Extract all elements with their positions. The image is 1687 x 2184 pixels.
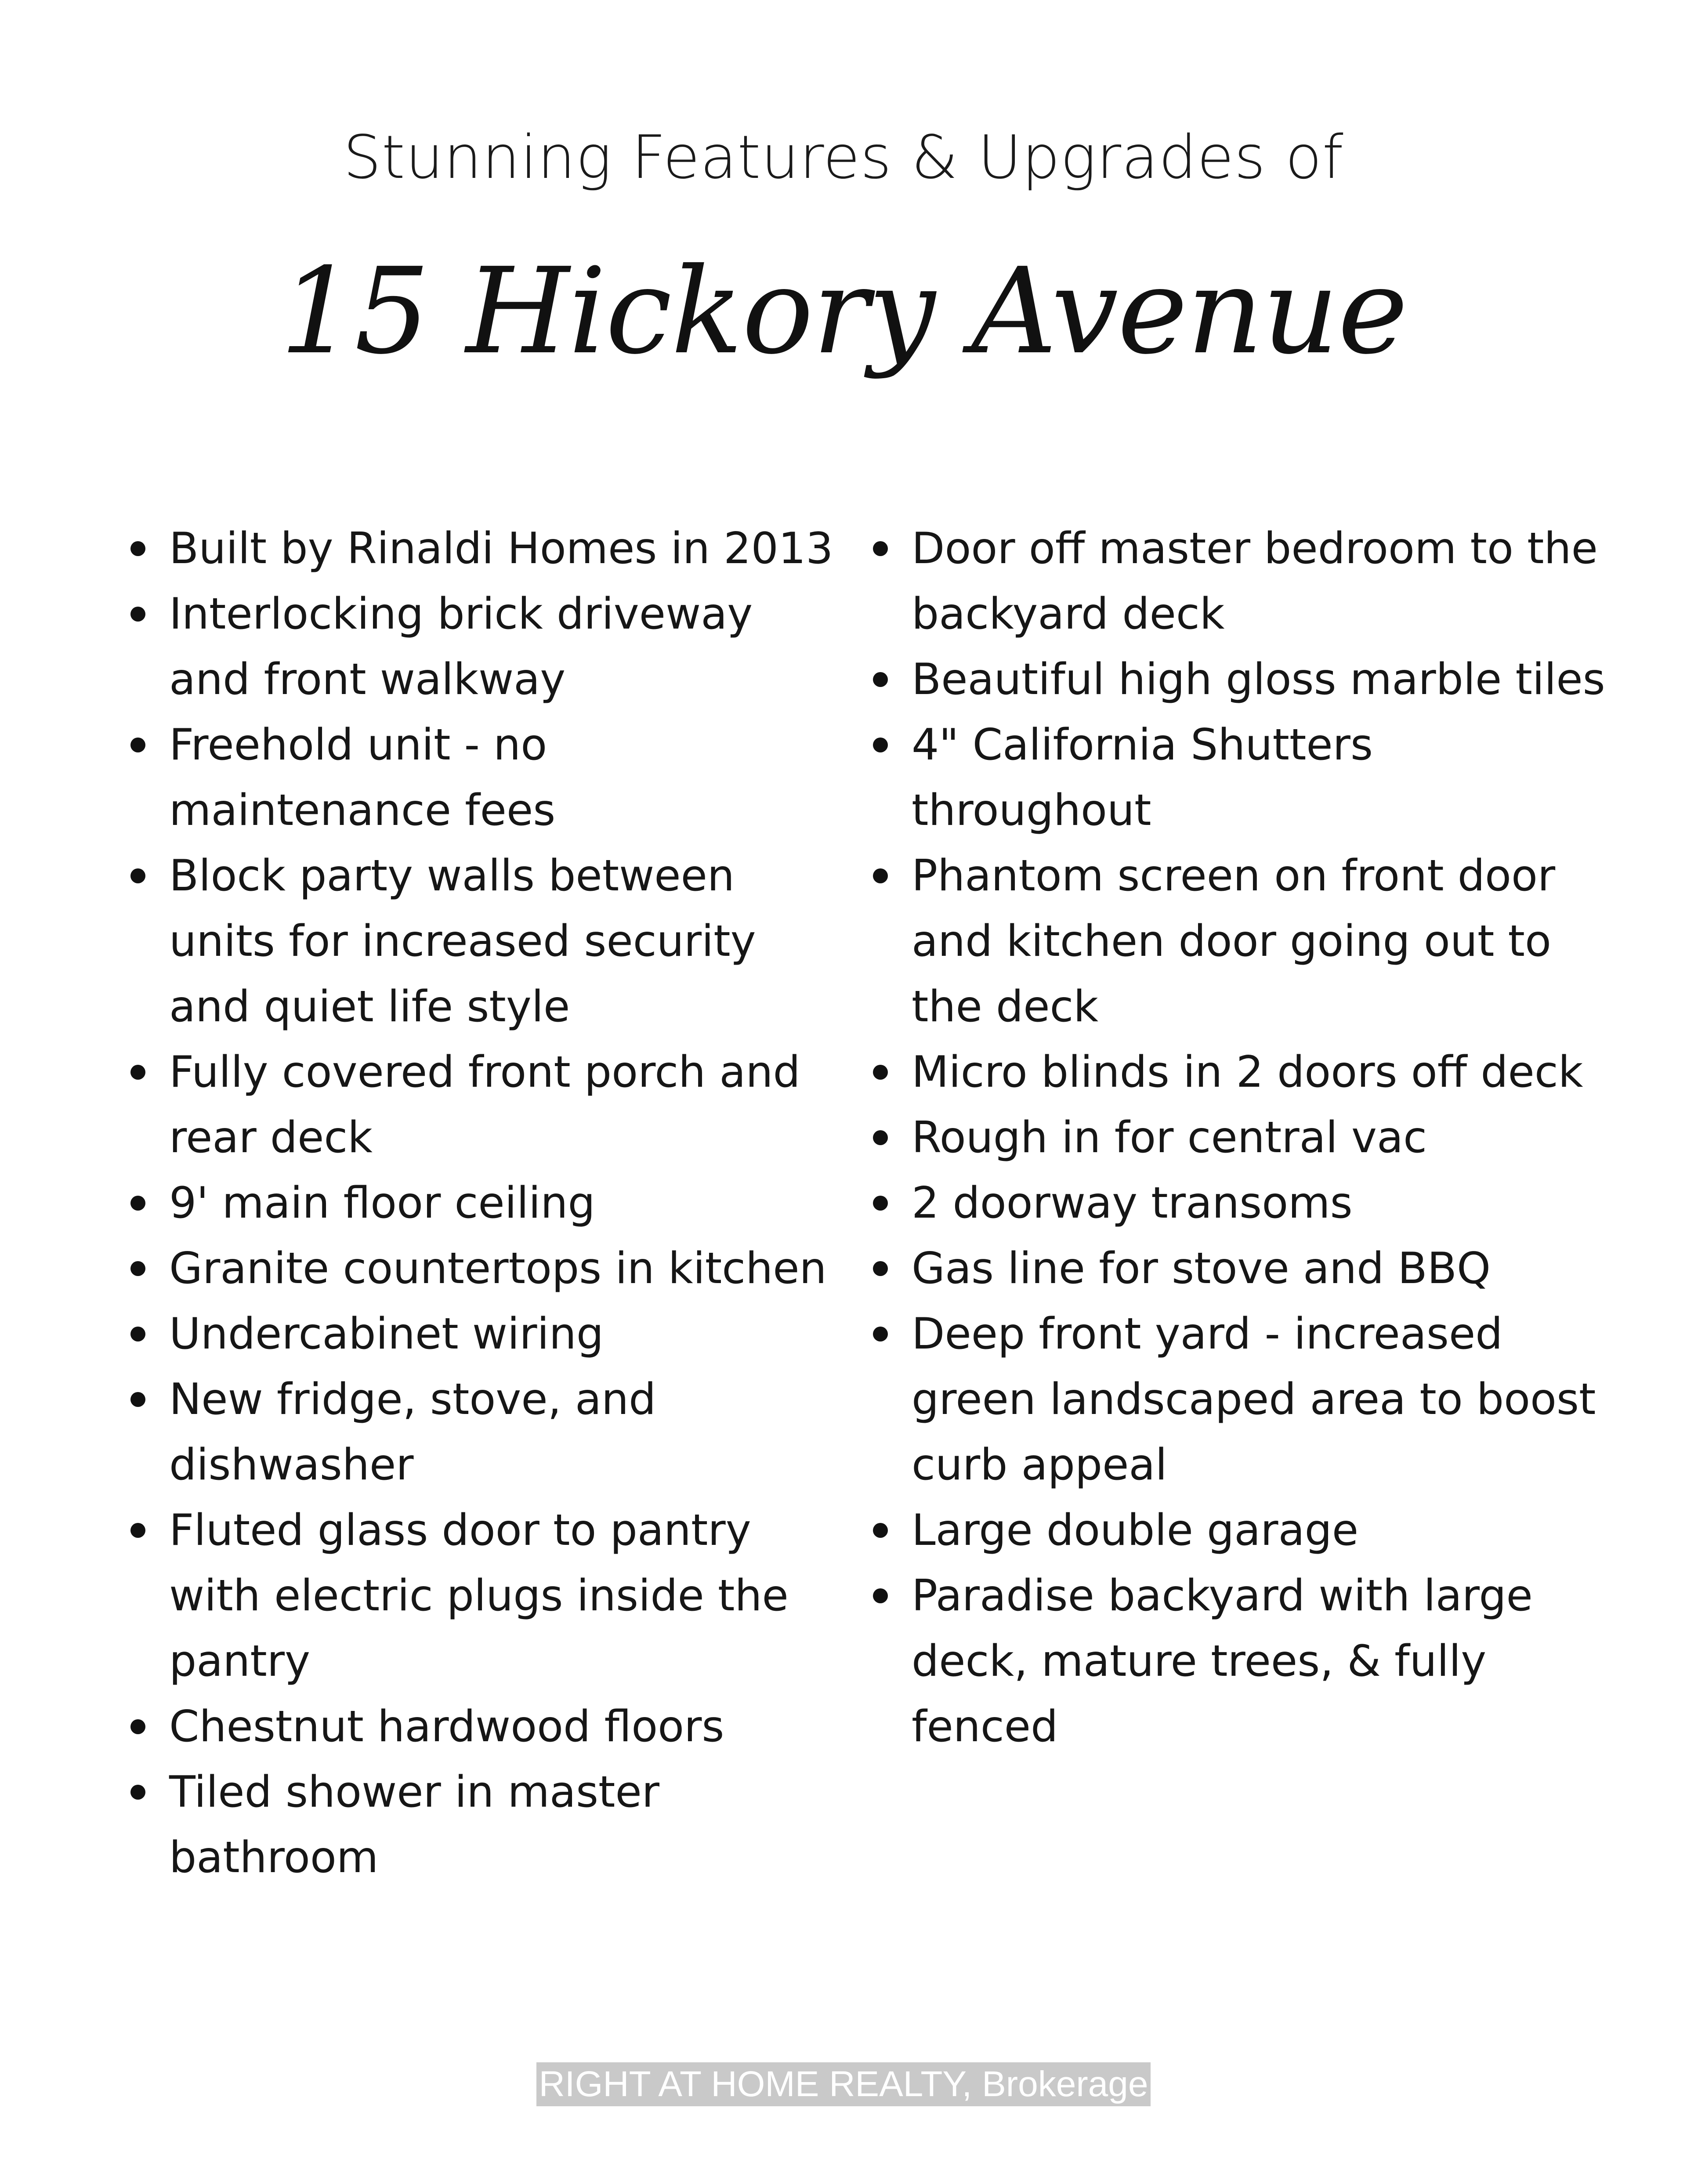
bullet-icon [130,1261,145,1276]
bullet-icon [873,1196,888,1211]
bullet-icon [130,738,145,752]
bullet-icon [873,541,888,556]
list-item: 4" California Shutters throughout [863,712,1610,843]
bullet-icon [873,868,888,883]
list-item: Paradise backyard with large deck, mature trees, & fully fenced [863,1563,1610,1760]
list-item: Phantom screen on front door and kitchen door going out to the deck [863,843,1610,1040]
list-item: Built by Rinaldi Homes in 2013 [121,516,841,582]
list-item: Tiled shower in master bathroom [121,1760,841,1891]
list-item: 2 doorway transoms [863,1171,1610,1236]
features-list-right [863,516,1610,1760]
list-item: Beautiful high gloss marble tiles [863,647,1610,712]
features-list-left [121,516,841,1891]
bullet-icon [873,672,888,687]
bullet-icon [130,541,145,556]
list-item: Undercabinet wiring [121,1302,841,1367]
list-item: Freehold unit - no maintenance fees [121,712,841,843]
bullet-icon [873,1523,888,1538]
list-item: Chestnut hardwood floors [121,1694,841,1760]
property-address: 15 Hickory Avenue [280,242,1407,380]
bullet-icon [130,1523,145,1538]
list-item: Micro blinds in 2 doors off deck [863,1040,1610,1105]
list-item: Deep front yard - increased green landscaped area to boost curb appeal [863,1302,1610,1498]
list-item: Door off master bedroom to the backyard deck [863,516,1610,647]
bullet-icon [873,1327,888,1341]
bullet-icon [130,1392,145,1407]
bullet-icon [873,738,888,752]
bullet-icon [873,1588,888,1603]
list-item: Block party walls between units for increased security and quiet life style [121,843,841,1040]
list-item: Granite countertops in kitchen [121,1236,841,1302]
list-item: Interlocking brick driveway and front walkway [121,582,841,712]
bullet-icon [873,1130,888,1145]
brokerage-watermark [0,2062,1687,2106]
bullet-icon [130,1785,145,1800]
bullet-icon [873,1261,888,1276]
bullet-icon [130,607,145,622]
bullet-icon [130,1327,145,1341]
bullet-icon [130,1065,145,1080]
watermark-text: RIGHT AT HOME REALTY, Brokerage [536,2062,1151,2106]
page-heading: Stunning Features & Upgrades of [343,123,1344,192]
list-item: Rough in for central vac [863,1105,1610,1171]
bullet-icon [130,1719,145,1734]
list-item: Fully covered front porch and rear deck [121,1040,841,1171]
list-item: Large double garage [863,1498,1610,1563]
list-item: 9' main floor ceiling [121,1171,841,1236]
list-item: Gas line for stove and BBQ [863,1236,1610,1302]
list-item: New fridge, stove, and dishwasher [121,1367,841,1498]
bullet-icon [130,1196,145,1211]
list-item: Fluted glass door to pantry with electric plugs inside the pantry [121,1498,841,1694]
bullet-icon [873,1065,888,1080]
bullet-icon [130,868,145,883]
